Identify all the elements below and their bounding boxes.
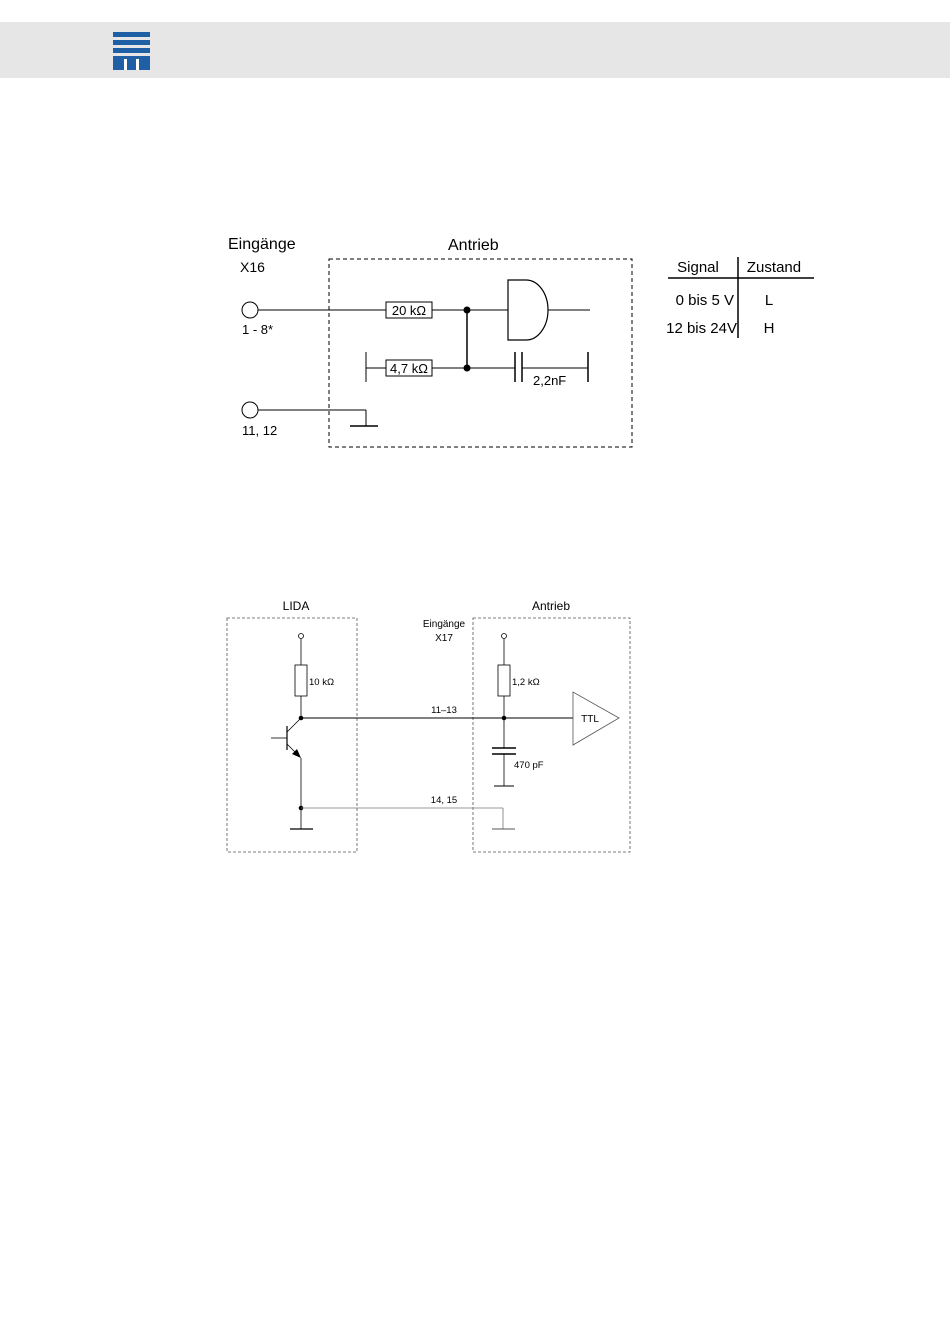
connector-label: X17 bbox=[435, 633, 453, 644]
lida-box bbox=[227, 618, 357, 852]
capacitor-label: 470 pF bbox=[514, 760, 544, 771]
company-logo-icon bbox=[113, 32, 150, 70]
signal-pins-label: 11–13 bbox=[431, 705, 457, 716]
inputs-label: Eingänge bbox=[228, 236, 296, 253]
table-header-signal: Signal bbox=[677, 259, 719, 276]
signal-state-table bbox=[666, 257, 814, 338]
resistor-20k-label: 20 kΩ bbox=[391, 303, 427, 318]
resistor-10k-label: 10 kΩ bbox=[309, 677, 335, 688]
signal-terminal bbox=[242, 302, 258, 318]
resistor-1k2 bbox=[498, 665, 510, 696]
capacitor-label: 2,2nF bbox=[533, 373, 567, 388]
inputs-label: Eingänge bbox=[422, 619, 466, 630]
table-header-state: Zustand bbox=[746, 259, 802, 276]
drive-box-label: Antrieb bbox=[531, 599, 571, 613]
ttl-label: TTL bbox=[581, 714, 599, 725]
resistor-1k2-label: 1,2 kΩ bbox=[512, 677, 540, 688]
transistor bbox=[271, 718, 301, 758]
table-row1-state: L bbox=[764, 292, 774, 309]
encoder-circuit-diagram bbox=[220, 596, 640, 858]
input-circuit-diagram bbox=[228, 230, 818, 452]
connector-label: X16 bbox=[240, 259, 265, 275]
resistor-4k7-label: 4,7 kΩ bbox=[390, 361, 428, 376]
drive-box bbox=[329, 259, 632, 447]
drive-box bbox=[473, 618, 630, 852]
table-row1-signal: 0 bis 5 V bbox=[675, 292, 734, 309]
ground-pins-label: 14, 15 bbox=[430, 795, 458, 806]
drive-box-label: Antrieb bbox=[448, 237, 499, 254]
pin-ground-label: 11, 12 bbox=[242, 423, 278, 438]
logic-gate bbox=[508, 280, 548, 340]
ground-terminal bbox=[242, 402, 258, 418]
resistor-10k bbox=[295, 665, 307, 696]
table-row2-signal: 12 bis 24V bbox=[666, 320, 737, 337]
pin-signal-label: 1 - 8* bbox=[242, 322, 274, 337]
lida-box-label: LIDA bbox=[282, 599, 310, 613]
table-row2-state: H bbox=[763, 320, 775, 337]
